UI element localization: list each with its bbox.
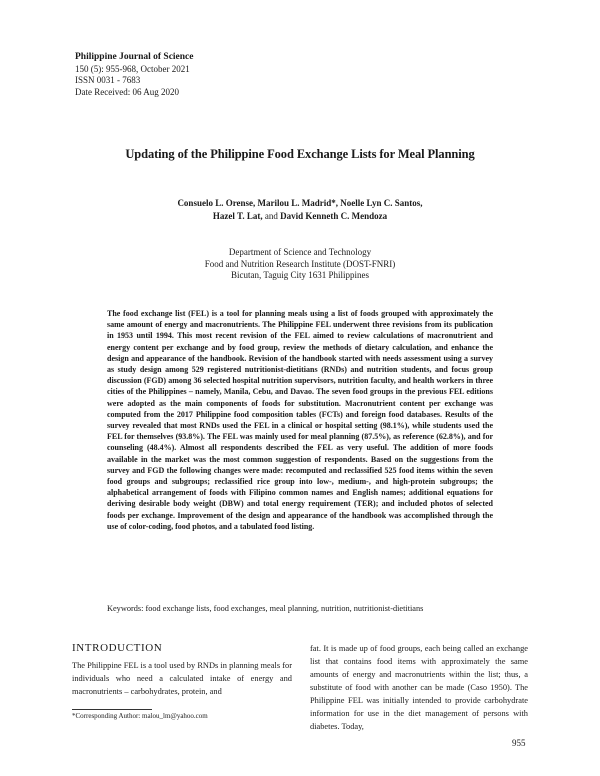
affiliation-line-3: Bicutan, Taguig City 1631 Philippines <box>231 270 369 280</box>
corresponding-author-footnote: *Corresponding Author: malou_lm@yahoo.com <box>72 712 208 720</box>
journal-volume: 150 (5): 955-968, October 2021 <box>75 63 190 74</box>
paper-title: Updating of the Philippine Food Exchange Lists for Meal Planning <box>125 147 475 161</box>
journal-header <box>75 52 194 98</box>
page-number: 955 <box>512 738 526 748</box>
date-received: Date Received: 06 Aug 2020 <box>75 86 179 97</box>
abstract: The food exchange list (FEL) is a tool for planning meals using a list of foods grouped with approximately the same amount of energy and macronutrients. The Philippine FEL underwent three revisions from its publication in 1953 until 1994. This most recent revision of the FEL aimed to review calculations of macronutrient and energy content per exchange and by food group, review the methods of dietary calculation, and enhance the design and appearance of the handbook. Revision of the handbook started with needs assessment using a survey as study design among 529 registered nutritionist-dietitians (RNDs) and nutrition students, and focus group discussion (FGD) among 36 selected hospital nutrition supervisors, nutrition faculty, and health workers in three cities of the Philippines – namely, Manila, Cebu, and Davao. The seven food groups in the previous FEL editions were adopted as the main components of foods for substitution. Macronutrient content per exchange was computed from the 2017 Philippine food composition tables (FCTs) and foreign food databases. Results of the survey revealed that most RNDs used the FEL in a clinical or hospital setting (98.1%), while students used the FEL for themselves (93.8%). The FEL was mainly used for meal planning (87.5%), as reference (62.8%), and for counseling (48.4%). Almost all respondents described the FEL as very useful. The addition of more foods available in the market was the most common suggestion of respondents. Based on the suggestions from the survey and FGD the following changes were made: recomputed and reclassified 525 food items within the seven food groups and subgroups; reclassified rice group into low-, medium-, and high-protein subgroups; the alphabetical arrangement of foods with Filipino common names and English names; additional equations for deriving desirable body weight (DBW) and total energy requirement (TER); and included photos of selected foods per exchange. Improvement of the design and appearance of the handbook was accomplished through the use of color-coding, food photos, and a tabulated food listing. <box>107 309 493 531</box>
affiliation-line-1: Department of Science and Technology <box>228 247 372 257</box>
introduction-heading: INTRODUCTION <box>72 642 163 654</box>
author-mendoza: David Kenneth C. Mendoza <box>280 211 388 221</box>
author-list <box>150 197 450 223</box>
affiliation-line-2: Food and Nutrition Research Institute (DOST-FNRI) <box>204 258 396 269</box>
keywords: Keywords: food exchange lists, food exchanges, meal planning, nutrition, nutritionist-dietitians <box>107 604 424 613</box>
introduction-right-column: fat. It is made up of food groups, each being called an exchange list that contains food items with approximately the same amounts of energy and macronutrients within the list; thus, a substitute of food with another can be made (Caso 1950). The Philippine FEL was initially intended to provide carbohydrate information for use in the diet management of persons with diabetes. Today, <box>310 644 528 731</box>
author-lat: Hazel T. Lat, <box>212 211 263 221</box>
journal-name: Philippine Journal of Science <box>75 52 194 62</box>
journal-issn: ISSN 0031 - 7683 <box>75 75 141 85</box>
affiliation <box>150 247 450 282</box>
author-line-2 <box>150 210 450 223</box>
author-conjunction: and <box>262 211 281 221</box>
introduction-left-column: The Philippine FEL is a tool used by RNDs in planning meals for individuals who need a calculated intake of energy and macronutrients – carbohydrates, protein, and <box>72 661 292 696</box>
author-line-1: Consuelo L. Orense, Marilou L. Madrid*, Noelle Lyn C. Santos, <box>177 198 423 208</box>
footnote-divider <box>72 709 152 710</box>
